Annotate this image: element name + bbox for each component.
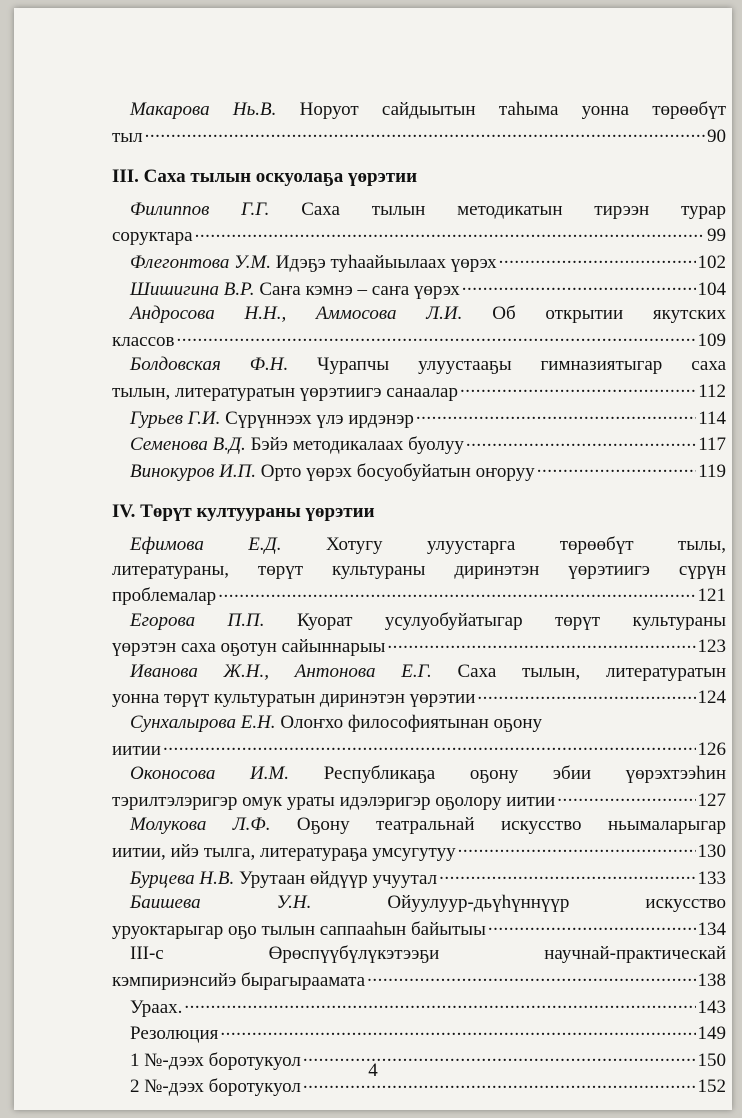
toc-entry: Шишигина В.Р. Саҥа кэмнэ – саҥа үөрэх ..... 104 bbox=[112, 276, 726, 303]
entry-page: 149 bbox=[697, 1023, 726, 1045]
leader-dots bbox=[218, 582, 695, 601]
leader-dots bbox=[163, 736, 696, 755]
toc-entry: Баишева У.Н. Ойуулуур-дьүһүннүүр искусство уруоктарыгар оҕо тылын саппааһын байытыы ..... 134 bbox=[112, 891, 726, 942]
toc-entry-conference: III-с Өрөспүүбүлүкэтээҕи научнай-практическай кэмпириэнсийэ бырагыраамата ..... 138 bbox=[112, 942, 726, 993]
toc-entry: Андросова Н.Н., Аммосова Л.И. Об открытии якутских классов ..... 109 bbox=[112, 302, 726, 353]
entry-page: 104 bbox=[697, 278, 726, 300]
toc-entry: Бурцева Н.В. Урутаан өйдүүр учуутал ..... 133 bbox=[112, 865, 726, 892]
entry-page: 121 bbox=[697, 585, 726, 607]
leader-dots bbox=[145, 123, 705, 142]
leader-dots bbox=[488, 916, 696, 935]
entry-page: 150 bbox=[697, 1049, 726, 1071]
leader-dots bbox=[499, 249, 696, 268]
entry-page: 117 bbox=[698, 434, 726, 456]
table-of-contents bbox=[112, 98, 726, 1100]
leader-dots bbox=[195, 222, 705, 241]
book-page bbox=[14, 8, 732, 1110]
entry-title-end: тыл bbox=[112, 125, 143, 147]
entry-page: 130 bbox=[697, 841, 726, 863]
toc-entry: Филиппов Г.Г. Саха тылын методикатын тирээн турар соруктара ..... 99 bbox=[112, 198, 726, 249]
toc-entry: Винокуров И.П. Орто үөрэх босуобуйатын оҥоруу ..... 119 bbox=[112, 458, 726, 485]
leader-dots bbox=[458, 838, 696, 857]
leader-dots bbox=[220, 1020, 695, 1039]
entry-author: Макарова Нь.В. bbox=[130, 99, 277, 120]
leader-dots bbox=[176, 327, 695, 346]
page-number: 4 bbox=[368, 1060, 378, 1081]
toc-entry: Флегонтова У.М. Идэҕэ туһаайыылаах үөрэх ..... 102 bbox=[112, 249, 726, 276]
toc-entry: Ефимова Е.Д. Хотугу улуустарга төрөөбүт тылы, литератураны, төрүт культураны диринэтэн үөрэтиигэ сүрүн проблемалар ..... 121 bbox=[112, 533, 726, 609]
toc-entry: Резолюция ..... 149 bbox=[112, 1020, 726, 1047]
entry-page: 143 bbox=[697, 996, 726, 1018]
toc-entry: Молукова Л.Ф. Оҕону театральнай искусство ньымаларыгар иитии, ийэ тылга, литератураҕа умсугутуу ..... 130 bbox=[112, 813, 726, 864]
entry-title: Норуот сайдыытын таһыма уонна төрөөбүт bbox=[299, 99, 726, 120]
leader-dots bbox=[367, 967, 695, 986]
entry-page: 124 bbox=[697, 687, 726, 709]
entry-page: 114 bbox=[698, 407, 726, 429]
entry-page: 90 bbox=[707, 125, 726, 147]
entry-page: 102 bbox=[697, 251, 726, 273]
entry-page: 123 bbox=[697, 636, 726, 658]
section-heading: III. Саха тылын оскуолаҕа үөрэтии bbox=[112, 166, 418, 188]
leader-dots bbox=[477, 684, 695, 703]
toc-entry: Оконосова И.М. Республикаҕа оҕону эбии үөрэхтээһин тэрилтэлэригэр омук ураты идэлэригэр оҕолору иитии ..... 127 bbox=[112, 762, 726, 813]
section-heading: IV. Төрүт култуураны үөрэтии bbox=[112, 501, 375, 523]
toc-entry: Семенова В.Д. Бэйэ методикалаах буолуу ..... 117 bbox=[112, 431, 726, 458]
toc-entry: 1 №-дээх боротукуол ..... 150 bbox=[112, 1047, 726, 1074]
toc-entry: Иванова Ж.Н., Антонова Е.Г. Саха тылын, литературатын уонна төрүт культуратын диринэтэн үөрэтии ..... 124 bbox=[112, 660, 726, 711]
toc-entry: 2 №-дээх боротукуол ..... 152 bbox=[112, 1073, 726, 1100]
toc-entry: Егорова П.П. Куорат усулуобуйатыгар төрүт культураны үөрэтэн саха оҕотун сайыннарыы ..... 123 bbox=[112, 609, 726, 660]
entry-page: 109 bbox=[697, 329, 726, 351]
leader-dots bbox=[184, 994, 695, 1013]
entry-page: 127 bbox=[697, 789, 726, 811]
leader-dots bbox=[460, 378, 696, 397]
toc-entry: Сунхалырова Е.Н. Олоҥхо философиятынан оҕону иитии ..... 126 bbox=[112, 711, 726, 762]
leader-dots bbox=[466, 431, 696, 450]
entry-page: 138 bbox=[697, 970, 726, 991]
entry-page: 134 bbox=[697, 918, 726, 940]
leader-dots bbox=[537, 458, 697, 477]
entry-page: 126 bbox=[697, 738, 726, 760]
leader-dots bbox=[557, 787, 695, 806]
entry-page: 112 bbox=[698, 380, 726, 402]
toc-entry: Болдовская Ф.Н. Чурапчы улуустааҕы гимназиятыгар саха тылын, литературатын үөрэтиигэ санаалар ..... 112 bbox=[112, 353, 726, 404]
leader-dots bbox=[462, 276, 696, 295]
entry-page: 99 bbox=[707, 225, 726, 247]
entry-page: 133 bbox=[697, 867, 726, 889]
toc-entry bbox=[112, 98, 726, 149]
leader-dots bbox=[387, 633, 695, 652]
leader-dots bbox=[439, 865, 695, 884]
toc-entry: Гурьев Г.И. Сүрүннээх үлэ ирдэнэр ..... 114 bbox=[112, 405, 726, 432]
entry-page: 152 bbox=[697, 1076, 726, 1098]
leader-dots bbox=[416, 405, 696, 424]
toc-entry: Ураах. ..... 143 bbox=[112, 994, 726, 1021]
entry-page: 119 bbox=[698, 460, 726, 482]
